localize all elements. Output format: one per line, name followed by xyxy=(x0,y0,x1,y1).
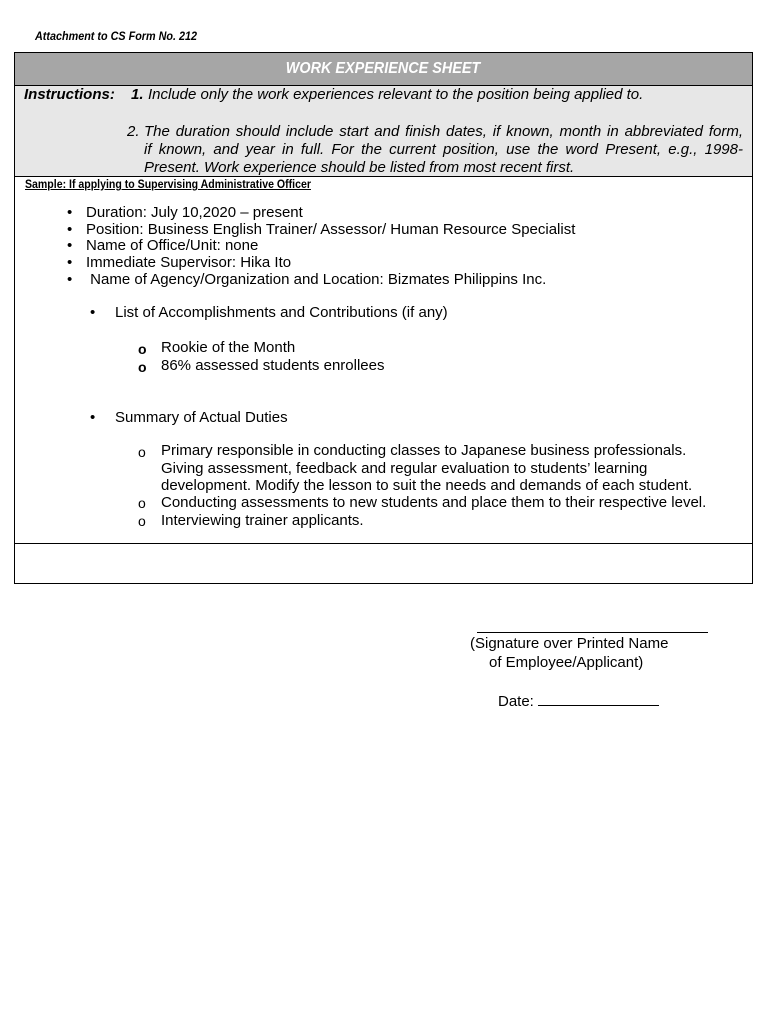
sub-bullet-icon: o xyxy=(138,359,147,375)
date-field xyxy=(498,693,659,710)
detail-supervisor: Immediate Supervisor: Hika Ito xyxy=(86,254,292,271)
work-experience-sheet xyxy=(14,52,753,584)
sub-bullet-icon: o xyxy=(138,513,146,529)
bullet-icon: • xyxy=(67,237,73,254)
accomplishment-item: Rookie of the Month xyxy=(161,339,296,356)
instruction-1-text: Include only the work experiences relevant to the position being applied to. xyxy=(148,86,644,103)
bullet-icon: • xyxy=(90,304,96,321)
instruction-2-number: 2. xyxy=(127,123,140,140)
duty-item-1-line-2: Giving assessment, feedback and regular evaluation to students’ learning xyxy=(161,460,648,477)
instruction-2-line-2: if known, and year in full. For the current position, use the word Present, e.g., 1998- xyxy=(144,141,743,158)
instruction-2-line-3: Present. Work experience should be listed from most recent first. xyxy=(144,159,575,176)
bullet-icon: • xyxy=(67,271,73,288)
signature-caption-line-1: (Signature over Printed Name xyxy=(470,635,669,652)
empty-entry-row xyxy=(15,543,752,584)
attachment-label: Attachment to CS Form No. 212 xyxy=(35,29,198,43)
detail-office: Name of Office/Unit: none xyxy=(86,237,259,254)
duties-heading: Summary of Actual Duties xyxy=(115,409,288,426)
signature-line xyxy=(477,632,708,633)
detail-agency: Name of Agency/Organization and Location: Bizmates Philippins Inc. xyxy=(86,271,547,288)
sub-bullet-icon: o xyxy=(138,444,146,460)
instruction-2-line-1: The duration should include start and finish dates, if known, month in abbreviated form, xyxy=(144,123,743,140)
sub-bullet-icon: o xyxy=(138,341,147,357)
detail-position: Position: Business English Trainer/ Assessor/ Human Resource Specialist xyxy=(86,221,576,238)
detail-duration: Duration: July 10,2020 – present xyxy=(86,204,303,221)
sample-label: Sample: If applying to Supervising Administrative Officer xyxy=(25,177,311,191)
accomplishment-item: 86% assessed students enrollees xyxy=(161,357,385,374)
bullet-icon: • xyxy=(67,254,73,271)
bullet-icon: • xyxy=(90,409,96,426)
date-line xyxy=(538,705,659,706)
instructions-label-text: Instructions: xyxy=(24,86,115,103)
bullet-icon: • xyxy=(67,204,73,221)
instruction-1-number: 1. xyxy=(131,86,144,103)
duty-item-2: Conducting assessments to new students and place them to their respective level. xyxy=(161,494,707,511)
signature-caption-line-2: of Employee/Applicant) xyxy=(489,654,644,671)
accomplishments-heading: List of Accomplishments and Contributions (if any) xyxy=(115,304,448,321)
sample-content xyxy=(15,53,752,543)
duty-item-3: Interviewing trainer applicants. xyxy=(161,512,364,529)
duty-item-1-line-3: development. Modify the lesson to suit the needs and demands of each student. xyxy=(161,477,693,494)
date-label: Date: xyxy=(498,693,534,710)
sub-bullet-icon: o xyxy=(138,495,146,511)
duty-item-1-line-1: Primary responsible in conducting classes to Japanese business professionals. xyxy=(161,442,687,459)
sheet-title: WORK EXPERIENCE SHEET xyxy=(286,60,481,77)
bullet-icon: • xyxy=(67,221,73,238)
